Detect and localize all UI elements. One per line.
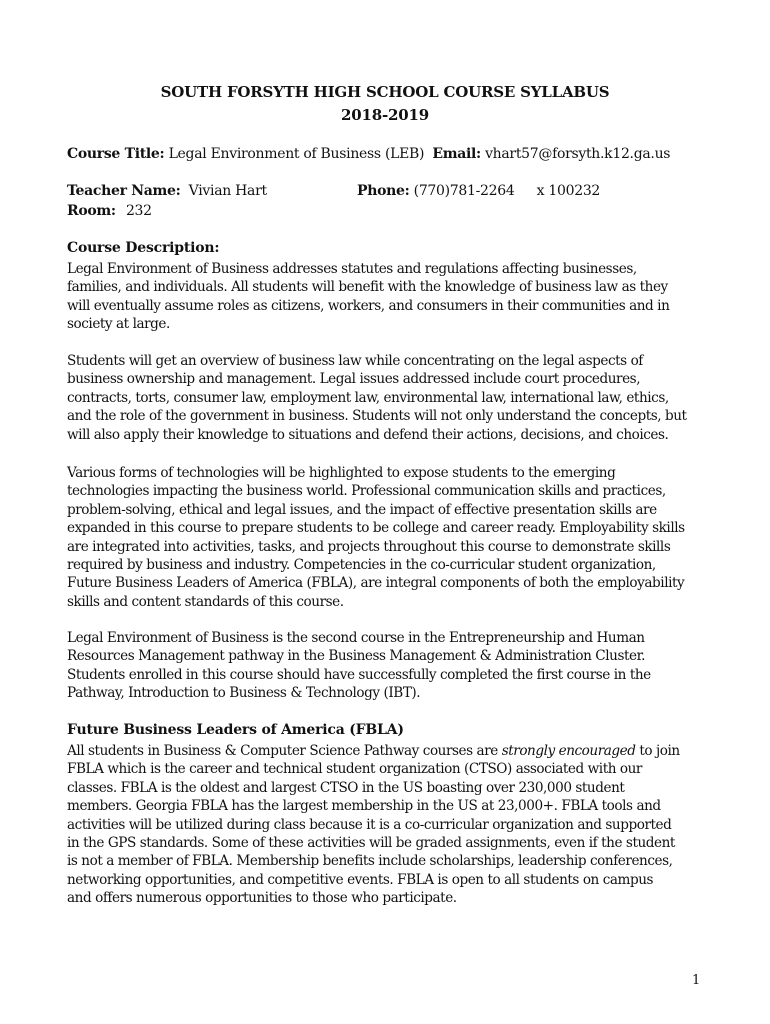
paragraph-line: Legal Environment of Business is the second course in the Entrepreneurship and Human — [67, 630, 645, 646]
email-value[interactable]: vhart57@forsyth.k12.ga.us — [485, 146, 671, 162]
paragraph-line: is not a member of FBLA. Membership benefits include scholarships, leadership conferences, — [67, 853, 673, 870]
paragraph-line: society at large. — [67, 316, 170, 333]
course-title-value: Legal Environment of Business (LEB) — [168, 146, 425, 162]
description-paragraph-2 — [67, 352, 707, 444]
phone-row — [357, 183, 600, 199]
paragraph-line: Resources Management pathway in the Business Management & Administration Cluster. — [67, 648, 646, 665]
fbla-line-end: to join — [635, 743, 680, 759]
paragraph-line: Various forms of technologies will be highlighted to expose students to the emerging — [67, 465, 616, 481]
paragraph-line: Legal Environment of Business addresses statutes and regulations affecting businesses, — [67, 261, 637, 277]
phone-label: Phone: — [357, 183, 410, 199]
paragraph-line: Future Business Leaders of America (FBLA), are integral components of both the employability — [67, 575, 685, 592]
description-paragraph-1 — [67, 260, 707, 334]
paragraph-line: members. Georgia FBLA has the largest membership in the US at 23,000+. FBLA tools and — [67, 798, 661, 815]
paragraph-line: families, and individuals. All students will benefit with the knowledge of business law as they — [67, 279, 668, 296]
paragraph-line: technologies impacting the business world. Professional communication skills and practices, — [67, 483, 666, 500]
paragraph-line: in the GPS standards. Some of these activities will be graded assignments, even if the student — [67, 835, 675, 852]
paragraph-line: FBLA which is the career and technical student organization (CTSO) associated with our — [67, 761, 642, 778]
description-paragraph-4 — [67, 629, 707, 703]
paragraph-line: networking opportunities, and competitive events. FBLA is open to all students on campus — [67, 871, 654, 888]
room-label: Room: — [67, 203, 116, 219]
fbla-paragraph — [67, 742, 707, 908]
paragraph-line: will eventually assume roles as citizens, workers, and consumers in their communities and in — [67, 297, 670, 314]
phone-extension: x 100232 — [536, 183, 601, 199]
room-row — [67, 203, 152, 219]
teacher-row — [67, 183, 267, 199]
teacher-label: Teacher Name: — [67, 183, 181, 199]
paragraph-line: and offers numerous opportunities to those who participate. — [67, 890, 457, 907]
paragraph-line: Students enrolled in this course should have successfully completed the first course in the — [67, 666, 651, 683]
paragraph-line: activities will be utilized during class because it is a co-curricular organization and supported — [67, 816, 672, 833]
description-paragraph-3 — [67, 464, 707, 611]
room-value: 232 — [125, 203, 152, 219]
paragraph-line — [67, 742, 707, 760]
email-label: Email: — [432, 146, 481, 162]
course-title-label: Course Title: — [67, 146, 165, 162]
paragraph-line: business ownership and management. Legal issues addressed include court procedures, — [67, 371, 641, 388]
paragraph-line: skills and content standards of this course. — [67, 593, 344, 610]
school-year: 2018-2019 — [341, 106, 429, 124]
paragraph-line: will also apply their knowledge to situations and defend their actions, decisions, and choices. — [67, 426, 669, 443]
paragraph-line: contracts, torts, consumer law, employment law, environmental law, international law, ethics, — [67, 389, 669, 406]
paragraph-line: and the role of the government in business. Students will not only understand the concepts, but — [67, 408, 687, 425]
paragraph-line: are integrated into activities, tasks, and projects throughout this course to demonstrate skills — [67, 538, 671, 555]
course-title-row — [67, 146, 670, 162]
paragraph-line: classes. FBLA is the oldest and largest CTSO in the US boasting over 230,000 student — [67, 779, 625, 796]
paragraph-line: problem-solving, ethical and legal issues, and the impact of effective presentation skills are — [67, 501, 657, 518]
document-title: SOUTH FORSYTH HIGH SCHOOL COURSE SYLLABUS — [160, 83, 610, 101]
page-number: 1 — [692, 973, 701, 988]
emphasis-text: strongly encouraged — [501, 743, 636, 759]
paragraph-line: expanded in this course to prepare students to be college and career ready. Employability skills — [67, 520, 685, 537]
teacher-value: Vivian Hart — [188, 183, 267, 199]
phone-value: (770)781-2264 — [413, 183, 515, 199]
fbla-line-start: All students in Business & Computer Science Pathway courses are — [67, 743, 502, 759]
course-description-heading: Course Description: — [67, 240, 220, 256]
fbla-heading: Future Business Leaders of America (FBLA) — [67, 722, 404, 738]
paragraph-line: required by business and industry. Competencies in the co-curricular student organization, — [67, 557, 656, 574]
paragraph-line: Students will get an overview of business law while concentrating on the legal aspects of — [67, 353, 643, 369]
paragraph-line: Pathway, Introduction to Business & Technology (IBT). — [67, 685, 421, 702]
